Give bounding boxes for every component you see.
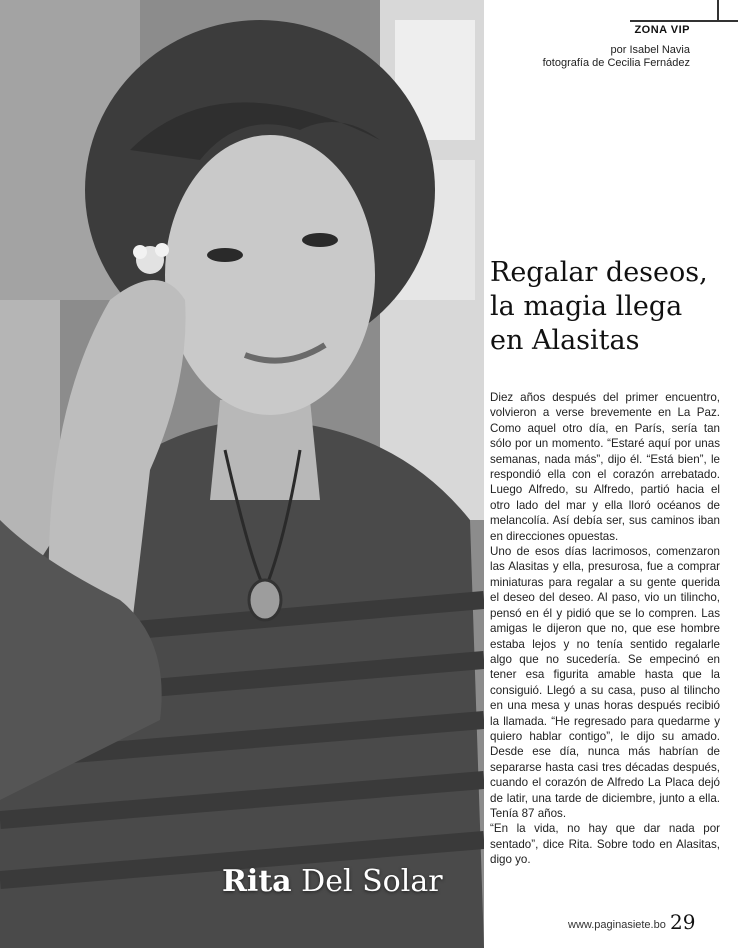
- article-headline: [490, 256, 720, 358]
- body-paragraph: Uno de esos días lacrimosos, comenzaron las Alasitas y ella, presurosa, fue a comprar miniaturas para regalar a su gente querida el deseo del deseo. Al paso, vio un tilincho, pensó en él y pidió que se lo compren. Las amigas le dijeron que no, que ese hombre estaba lejos y no tenía sentido regalarle algo que no sucedería. Se empecinó en tener esa figurita amable hasta que la consiguió. Llegó a su casa, puso al tilincho en una mesa y unas horas después recibió la llamada. “He regresado para quedarme y quiero hablar contigo”, le dijo su amado. Desde ese día, nunca más habrían de separarse hasta casi tres décadas después, cuando el corazón de Alfredo La Placa dejó de latir, una tarde de diciembre, junto a ella. Tenía 87 años.: [490, 545, 720, 820]
- subject-name-caption: [222, 864, 443, 899]
- page-number: 29: [670, 910, 696, 934]
- headline-line-1: Regalar deseos,: [490, 257, 708, 288]
- body-paragraph: “En la vida, no hay que dar nada por sentado”, dice Rita. Sobre todo en Alasitas, digo yo.: [490, 822, 720, 867]
- footer-url: www.paginasiete.bo: [568, 919, 666, 931]
- headline-line-3: en Alasitas: [490, 325, 640, 356]
- subject-last-name: Del Solar: [301, 864, 443, 899]
- section-label: ZONA VIP: [634, 24, 690, 36]
- article-body: [490, 390, 720, 868]
- byline-photographer: fotografía de Cecilia Fernádez: [542, 57, 690, 69]
- subject-first-name: Rita: [222, 864, 292, 899]
- byline: [543, 44, 690, 70]
- byline-author: por Isabel Navia: [610, 44, 690, 56]
- section-rule-horizontal: [630, 20, 738, 22]
- section-rule-vertical: [717, 0, 719, 22]
- headline-line-2: la magia llega: [490, 291, 683, 322]
- body-paragraph: Diez años después del primer encuentro, volvieron a verse brevemente en La Paz. Como aquel otro día, en París, sería tan sólo por un momento. “Estaré aquí por unas semanas, nada más”, dijo él. “Está bien”, le respondió ella con el corazón arrebatado. Luego Alfredo, su Alfredo, partió hacia el otro lado del mar y ella lloró océanos de melancolía. Así debía ser, sus caminos iban en direcciones opuestas.: [490, 391, 720, 543]
